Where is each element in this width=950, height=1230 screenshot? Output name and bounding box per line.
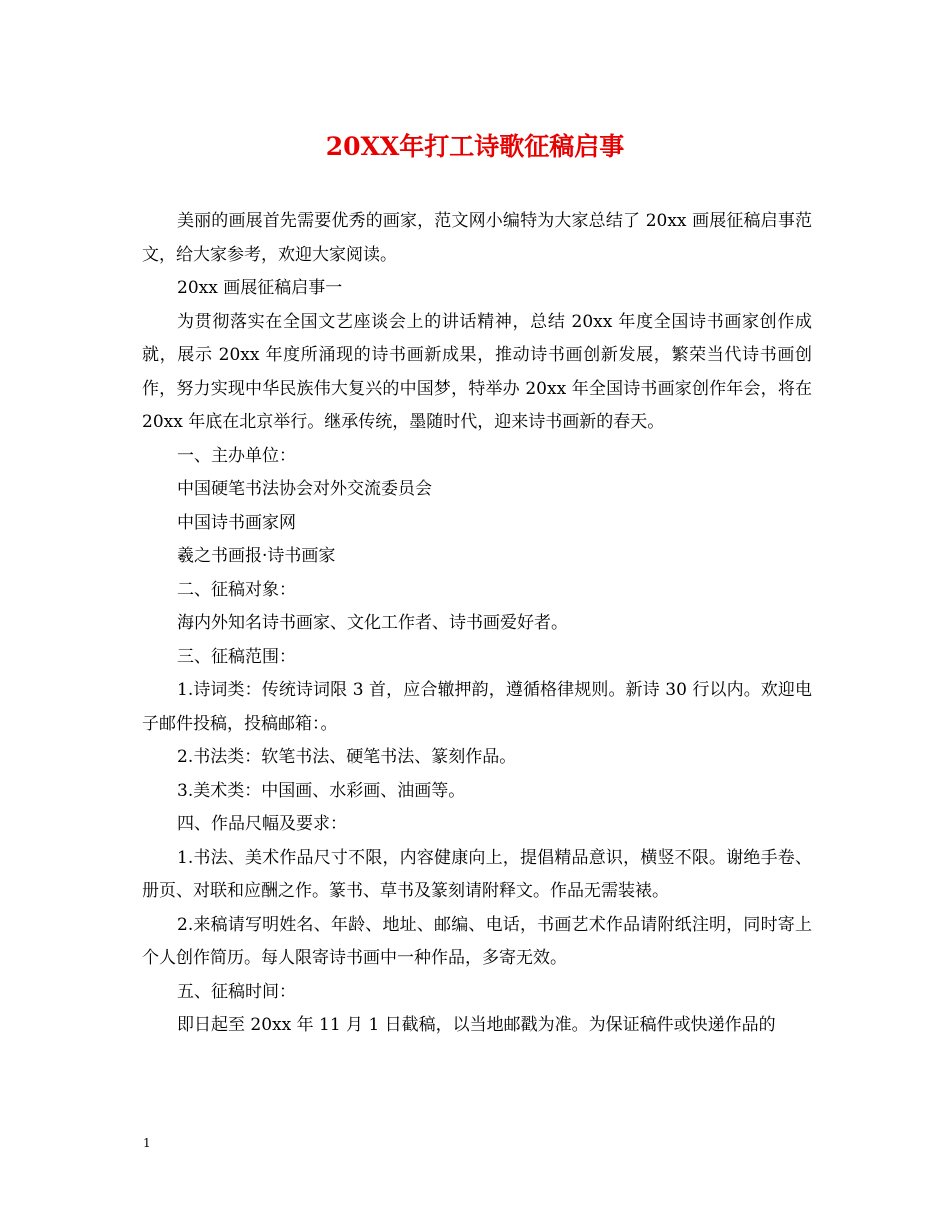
section-heading-organizers: 一、主办单位： [177, 445, 296, 466]
scope-item-poetry: 1.诗词类：传统诗词限 3 首，应合辙押韵，遵循格律规则。新诗 30 行以内。欢迎电子邮件投稿，投稿邮箱：。 [142, 680, 812, 734]
time-paragraph: 即日起至 20xx 年 11 月 1 日截稿，以当地邮戳为准。为保证稿件或快递作品的 [177, 1015, 776, 1035]
document-title: 20XX年打工诗歌征稿启事 [325, 132, 625, 161]
organizer-item: 中国硬笔书法协会对外交流委员会 [177, 479, 432, 499]
document-body [142, 205, 812, 1043]
section-heading-notice-one: 20xx 画展征稿启事一 [177, 278, 343, 298]
section-heading-requirements: 四、作品尺幅及要求： [177, 814, 347, 834]
section-heading-time: 五、征稿时间： [177, 981, 296, 1002]
organizer-item: 中国诗书画家网 [177, 512, 296, 533]
purpose-paragraph: 为贯彻落实在全国文艺座谈会上的讲话精神，总结 20xx 年度全国诗书画家创作成就，展示 20xx 年度所涌现的诗书画新成果，推动诗书画创新发展，繁荣当代诗书画创作，努力实现中华民族伟大复兴的中国梦，特举办 20xx 年全国诗书画家创作年会，将在 20xx 年底在北京举行。继承传统，墨随时代，迎来诗书画新的春天。 [142, 311, 812, 432]
scope-item-calligraphy: 2.书法类：软笔书法、硬笔书法、篆刻作品。 [177, 747, 517, 767]
page-number: 1 [143, 1136, 151, 1150]
section-heading-scope: 三、征稿范围： [177, 646, 296, 667]
target-paragraph: 海内外知名诗书画家、文化工作者、诗书画爱好者。 [177, 613, 568, 633]
scope-item-art: 3.美术类：中国画、水彩画、油画等。 [177, 780, 466, 801]
section-heading-target: 二、征稿对象： [177, 579, 296, 600]
organizer-item: 羲之书画报·诗书画家 [177, 546, 336, 566]
requirement-item: 2.来稿请写明姓名、年龄、地址、邮编、电话，书画艺术作品请附纸注明，同时寄上个人创作简历。每人限寄诗书画中一种作品，多寄无效。 [142, 914, 812, 968]
requirement-item: 1.书法、美术作品尺寸不限，内容健康向上，提倡精品意识，横竖不限。谢绝手卷、册页、对联和应酬之作。篆书、草书及篆刻请附释文。作品无需装裱。 [142, 847, 812, 901]
intro-paragraph: 美丽的画展首先需要优秀的画家，范文网小编特为大家总结了 20xx 画展征稿启事范文，给大家参考，欢迎大家阅读。 [142, 211, 812, 265]
